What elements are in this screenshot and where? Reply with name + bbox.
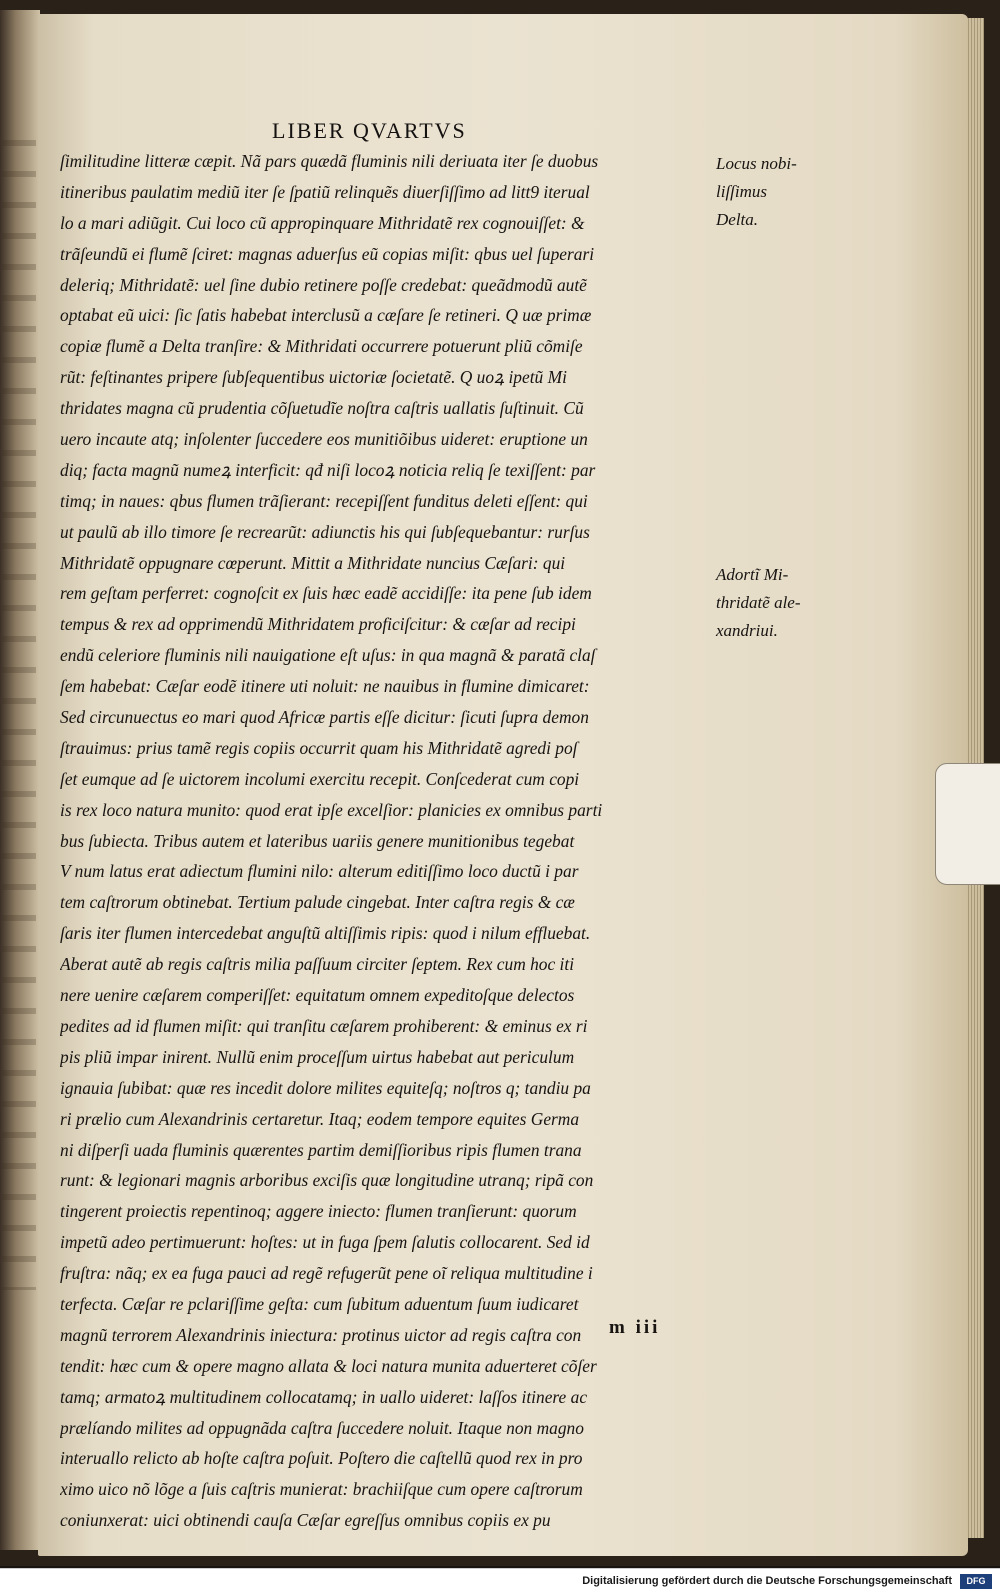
text-line: tempus & rex ad opprimendũ Mithridatem proficiſcitur: & cæſar ad recipi [60,614,576,635]
dfg-logo: DFG [960,1574,992,1589]
text-line: ſimilitudine litteræ cæpit. Nã pars quædã fluminis nili deriuata iter ſe duobus [60,151,599,171]
text-line: pedites ad id flumen miſit: qui tranſitu cæſarem prohiberent: & eminus ex ri [60,1015,588,1036]
footer-credit: Digitalisierung gefördert durch die Deutsche Forschungsgemeinschaft [582,1575,952,1587]
text-line: V num latus erat adiectum flumini nilo: alterum editiſſimo loco ductũ i par [60,861,579,882]
text-line: is rex loco natura munito: quod erat ipſe excelſior: planicies ex omnibus parti [60,799,603,820]
text-line: timq; in naues: qbus flumen trãſierant: recepiſſent funditus deleti eſſent: qui [60,490,588,511]
text-line: magnũ terrorem Alexandrinis iniectura: protinus uictor ad regis caſtra con [60,1324,582,1345]
text-line: uero incaute atq; inſolenter ſuccedere eos munitiõibus uideret: eruptione un [60,429,588,450]
text-line: runt: & legionari magnis arboribus exciſis quæ longitudine utranq; ripã con [60,1170,594,1191]
text-line: interuallo relicto ab hoſte caſtra poſuit. Poſtero die caſtellũ quod rex in pro [60,1448,583,1469]
text-line: ſaris iter flumen intercedebat anguſtũ altiſſimis ripis: quod i nilum effluebat. [60,923,591,944]
text-line: rũt: feſtinantes pripere ſubſequentibus uictoriæ ſocietatẽ. Q uoꝝ ipetũ Mi [60,367,567,388]
text-line: tem caſtrorum obtinebat. Tertium palude cingebat. Inter caſtra regis & cæ [60,892,575,913]
text-line: trãſeundũ ei flumẽ ſciret: magnas aduerſus eũ copias miſit: qbus uel ſuperari [60,243,595,264]
text-line: terfecta. Cæſar re pclariſſime geſta: cum ſubitum aduentum ſuum iudicaret [60,1293,579,1314]
text-line: lo a mari adiũgit. Cui loco cũ appropinquare Mithridatẽ rex cognouiſſet: & [60,212,585,233]
text-line: ximo uico nõ lõge a ſuis caſtris munierat: brachiiſque cum opere caſtrorum [60,1479,583,1500]
text-line: tendit: hæc cum & opere magno allata & loci natura munita aduerteret cõſer [60,1355,597,1376]
margin-note-delta [716,150,826,234]
text-line: nere uenire cæſarem comperiſſet: equitatum omnem expeditoſque delectos [60,985,575,1006]
text-line: tingerent proiectis repentinoq; aggere iniecto: flumen tranſierunt: quorum [60,1201,577,1222]
margin-note-line: thridatẽ ale- [716,593,801,612]
margin-note-line: xandriui. [716,621,778,640]
text-line: impetũ adeo pertimuerunt: hoſtes: ut in fuga ſpem ſalutis collocarent. Sed id [60,1232,590,1253]
text-line: copiæ flumẽ a Delta tranſire: & Mithridati occurrere potuerunt pliũ cõmiſe [60,336,583,357]
text-line: ſem habebat: Cæſar eodẽ itinere uti noluit: ne nauibus in flumine dimicaret: [60,676,590,697]
text-line: fruſtra: nãq; ex ea fuga pauci ad regẽ refugerũt pene oĩ reliqua multitudine i [60,1263,593,1284]
text-line: ni diſperſi uada fluminis quærentes partim demiſſioribus ripis flumen trana [60,1139,582,1160]
text-line: Sed circunuectus eo mari quod Africæ partis eſſe dicitur: ſicuti ſupra demon [60,707,589,728]
text-line: pis pliũ impar inirent. Nullũ enim proceſſum uirtus habebat aut periculum [60,1046,575,1067]
text-line: rem geſtam perferret: cognoſcit ex ſuis hæc eadẽ accidiſſe: ita pene ſub idem [60,583,592,604]
text-line: diq; facta magnũ numeꝝ interficit: qđ niſi locoꝝ noticia reliq ſe texiſſent: par [60,459,596,480]
margin-note-line: liſſimus [716,182,768,201]
running-head: LIBER QVARTVS [272,118,467,143]
text-line: thridates magna cũ prudentia cõſuetudĩe noſtra caſtris uallatis ſuſtinuit. Cũ [60,398,584,419]
margin-note-line: Delta. [716,210,759,229]
text-line: optabat eũ uici: ſic ſatis habebat interclusũ a cæſare ſe retineri. Q uæ primæ [60,305,592,326]
text-line: tamq; armatoꝝ multitudinem collocatamq; in uallo uideret: laſſos itinere ac [60,1386,588,1407]
footer-bar [0,1568,1000,1595]
text-line: Mithridatẽ oppugnare cœperunt. Mittit a Mithridate nuncius Cæſari: qui [60,552,566,573]
text-line: Aberat autẽ ab regis caſtris milia paſſuum circiter ſeptem. Rex cum hoc iti [60,954,575,975]
text-line: ſet eumque ad ſe uictorem incolumi exercitu recepit. Conſcederat cum copi [60,768,580,789]
text-line: coniunxerat: uici obtinendi cauſa Cæſar egreſſus omnibus copiis ex pu [60,1510,551,1531]
text-line: ut paulũ ab illo timore ſe recrearũt: adiunctis his qui ſubſequebantur: rurſus [60,521,590,542]
text-line: ri prælio cum Alexandrinis certaretur. Itaq; eodem tempore equites Germa [60,1108,580,1129]
text-line: bus ſubiecta. Tribus autem et lateribus uariis genere munitionibus tegebat [60,830,575,851]
text-line: endũ celeriore fluminis nili nauigatione eſt uſus: in qua magnã & paratã claſ [60,645,596,666]
margin-note-mithridates [716,561,826,645]
signature-mark: m iii [609,1317,661,1338]
margin-note-line: Locus nobi- [716,154,797,173]
text-line: ſtrauimus: prius tamẽ regis copiis occurrit quam his Mithridatẽ agredi poſ [60,737,578,758]
text-line: deleriq; Mithridatẽ: uel ſine dubio retinere poſſe credebat: queãdmodũ autẽ [60,274,587,295]
margin-note-line: Adortĩ Mi- [716,565,789,584]
text-line: ignauia ſubibat: quæ res incedit dolore milites equiteſq; noſtros q; tandiu pa [60,1077,591,1098]
left-page-text-fragment [2,140,36,1290]
text-line: itineribus paulatim mediũ iter ſe ſpatiũ relinquẽs diuerſiſſimo ad litt9 iterual [60,181,590,202]
left-page-edge [0,10,40,1550]
text-line: prælíando milites ad oppugnãda caſtra ſuccedere noluit. Itaque non magno [60,1417,584,1438]
bookmark-tab [935,763,1000,885]
